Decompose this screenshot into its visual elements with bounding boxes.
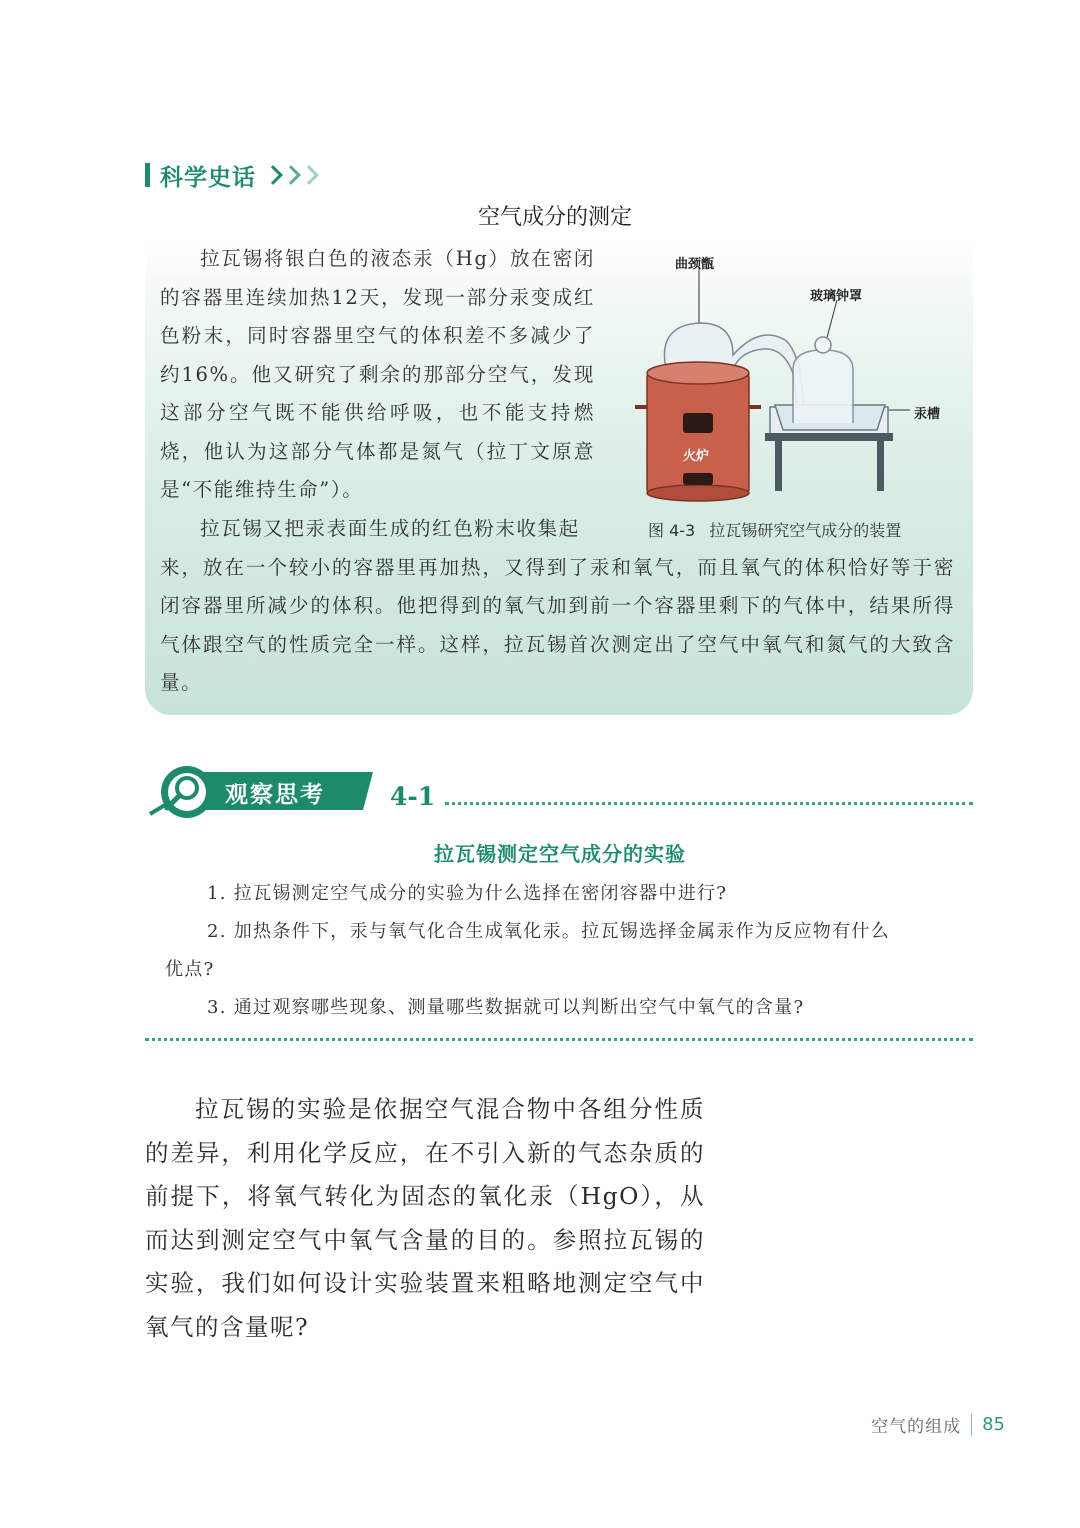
history-paragraph-2-rest: 来，放在一个较小的容器里再加热，又得到了汞和氧气，而且氧气的体积恰好等于密闭容器里所减少的体积。他把得到的氧气加到前一个容器里剩下的气体中，结果所得气体跟空气的性质完全一样。这样，拉瓦锡首次测定出了空气中氧气和氮气的大致含量。 [160,555,955,694]
history-paragraph-2-first-line: 拉瓦锡又把汞表面生成的红色粉末收集起 [200,517,580,540]
figure-caption-number: 图 4-3 [648,521,696,540]
question-3: 3. 通过观察哪些现象、测量哪些数据就可以判断出空气中氧气的含量? [207,997,805,1018]
lavoisier-apparatus-figure [615,245,965,515]
footer-separator [971,1414,972,1436]
section-label: 科学史话 [160,164,256,191]
label-bell-jar: 玻璃钟罩 [810,289,863,304]
observe-subtitle: 拉瓦锡测定空气成分的实验 [434,842,686,866]
label-furnace: 火炉 [683,449,710,464]
dotted-divider-bottom [145,1038,973,1041]
dotted-divider-top [445,802,973,805]
observe-number: 4-1 [390,782,436,811]
body-paragraph: 拉瓦锡的实验是依据空气混合物中各组分性质的差异，利用化学反应，在不引入新的气态杂质的前提下，将氧气转化为固态的氧化汞（HgO），从而达到测定空气中氧气含量的目的。参照拉瓦锡的实验，我们如何设计实验装置来粗略地测定空气中氧气的含量呢? [145,1095,705,1341]
label-trough: 汞槽 [914,407,941,422]
figure-caption-text: 拉瓦锡研究空气成分的装置 [709,521,902,540]
question-2-continued: 优点? [165,959,215,980]
history-paragraph-1: 拉瓦锡将银白色的液态汞（Hg）放在密闭的容器里连续加热12天，发现一部分汞变成红色粉末，同时容器里空气的体积差不多减少了约16%。他又研究了剩余的那部分空气，发现这部分空气既不能供给呼吸，也不能支持燃烧，他认为这部分气体都是氮气（拉丁文原意是“不能维持生命”）。 [160,247,595,501]
page-number: 85 [982,1414,1005,1435]
question-2: 2. 加热条件下，汞与氧气化合生成氧化汞。拉瓦锡选择金属汞作为反应物有什么 [207,921,890,942]
section-header-history [145,158,320,192]
observe-label: 观察思考 [225,782,325,808]
question-1: 1. 拉瓦锡测定空气成分的实验为什么选择在密闭容器中进行? [207,883,728,904]
section-bar [145,163,150,187]
chevron-right-icon [266,168,320,182]
figure-caption [648,518,901,541]
history-title: 空气成分的测定 [477,205,632,230]
label-retort: 曲颈甑 [675,257,715,272]
observe-banner [145,762,380,822]
chapter-title: 空气的组成 [871,1417,962,1437]
apparatus-illustration [615,245,965,515]
page-footer [871,1412,1005,1437]
